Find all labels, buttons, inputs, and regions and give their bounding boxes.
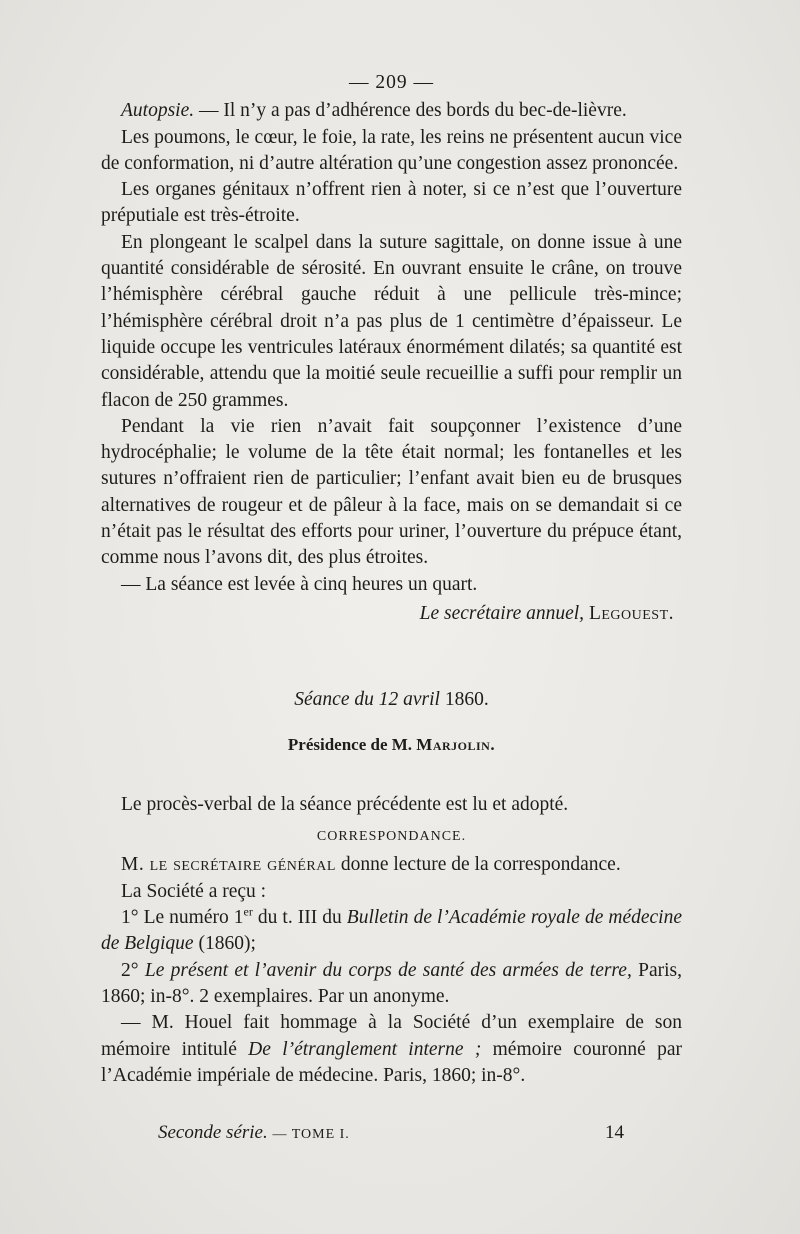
secretaire-text: donne lecture de la correspondance. xyxy=(335,854,621,876)
paragraph-poumons: Les poumons, le cœur, le foie, la rate, les reins ne présentent aucun vice de conformation, ni d’autre altération qu’une congestion assez prononcée. xyxy=(101,126,682,174)
signature-name: Legouest. xyxy=(588,602,674,624)
paragraph-proces-verbal: Le procès-verbal de la séance précédente est lu et adopté. xyxy=(121,793,569,815)
item1-sup: er xyxy=(243,904,253,919)
paragraph-scalpel: En plongeant le scalpel dans la suture sagittale, on donne issue à une quantité considérable de sérosité. En ouvrant ensuite le crâne, on trouve l’hémisphère cérébral gauche réduit à une pellicule très-mince; l’hémisphère cérébral droit n’a pas plus de 1 centimètre d’épaisseur. Le liquide occupe les ventricules latéraux énormément dilatés; sa quantité est considérable, attendu que la moitié seule recueillie a suffi pour remplir un flacon de 250 grammes. xyxy=(101,231,682,411)
autopsie-label: Autopsie. xyxy=(121,100,195,122)
secretaire-general: M. le secrétaire général xyxy=(121,854,336,876)
page-number: — 209 — xyxy=(349,72,434,93)
page-text xyxy=(101,70,682,1089)
item-2 xyxy=(101,958,682,1011)
houel-pre: — M. Houel fait hommage à la Société d’un exemplaire de son mémoire intitulé xyxy=(101,1012,682,1060)
seance-pre: Séance du xyxy=(294,689,374,711)
paragraph-houel xyxy=(101,1010,682,1089)
houel-end: mémoire couronné par l’Académie impériale de médecine. Paris, 1860; in-8°. xyxy=(101,1038,682,1086)
seance-year: 1860. xyxy=(444,689,489,711)
paragraph-organes: Les organes génitaux n’offrent rien à noter, si ce n’est que l’ouverture préputiale est très-étroite. xyxy=(101,179,682,227)
paragraph-secretaire xyxy=(101,852,682,878)
paragraph-societe-recu: La Société a reçu : xyxy=(121,880,267,902)
seance-date: 12 avril xyxy=(378,689,440,711)
item1-end: (1860); xyxy=(193,933,256,955)
signature-role: Le secrétaire annuel, xyxy=(419,602,585,624)
footer-left xyxy=(158,1122,350,1144)
presidence-heading xyxy=(101,732,682,758)
signature xyxy=(101,601,682,627)
footer-sheet-number: 14 xyxy=(605,1122,624,1143)
item2-num: 2° xyxy=(121,959,145,981)
houel-title: De l’étranglement interne ; xyxy=(248,1038,482,1060)
item2-title: Le présent et l’avenir du corps de santé des armées de terre, xyxy=(144,959,632,981)
item2-end: Paris, 1860; in-8°. 2 exemplaires. Par un anonyme. xyxy=(101,959,683,1007)
item1-num: 1° Le numéro 1 xyxy=(121,907,244,929)
footer-tome: — TOME I. xyxy=(272,1127,350,1142)
autopsie-text: — Il n’y a pas d’adhérence des bords du bec-de-lièvre. xyxy=(194,100,627,122)
item1-title: Bulletin de l’Académie royale de médecine de Belgique xyxy=(101,907,682,955)
footer-serie: Seconde série. xyxy=(158,1122,268,1143)
correspondance-heading: CORRESPONDANCE. xyxy=(316,829,467,845)
page-footer xyxy=(158,1122,624,1144)
presidence-pre: Présidence de M. xyxy=(287,734,413,754)
item-1 xyxy=(101,905,682,958)
item1-mid: du t. III du xyxy=(252,907,347,929)
paragraph-vie: Pendant la vie rien n’avait fait soupçonner l’existence d’une hydrocéphalie; le volume de la tête était normal; les fontanelles et les sutures n’offraient rien de particulier; l’enfant avait bien eu de brusques alternatives de rougeur et de pâleur à la face, mais on se demandait si ce n’était pas le résultat des efforts pour uriner, l’ouverture du prépuce étant, comme nous l’avons dit, des plus étroites. xyxy=(101,415,682,569)
paragraph-levee: — La séance est levée à cinq heures un quart. xyxy=(121,573,478,595)
presidence-name: Marjolin. xyxy=(416,734,496,754)
seance-heading xyxy=(101,687,682,713)
paragraph-autopsie xyxy=(101,98,682,124)
